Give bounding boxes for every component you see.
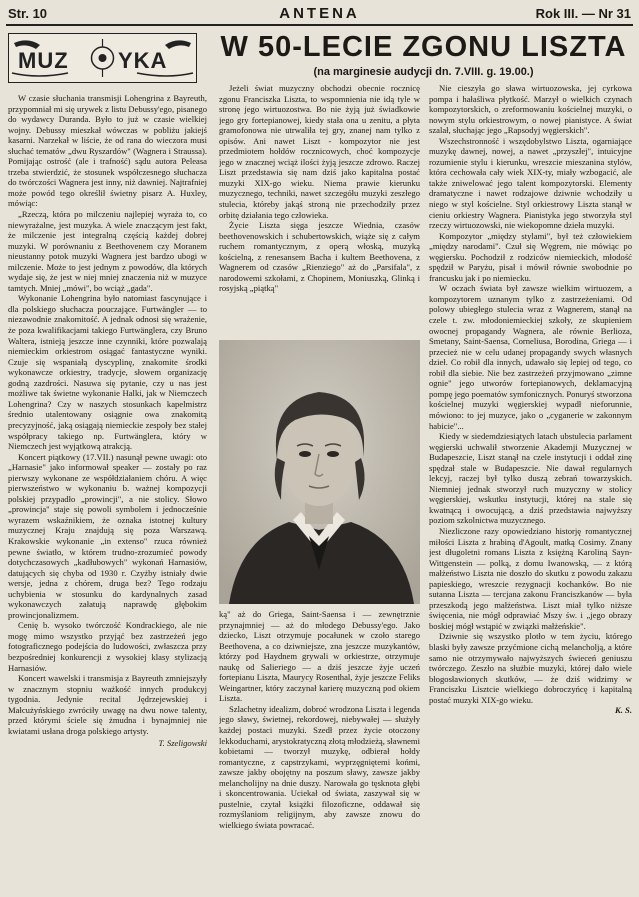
page-header (6, 4, 633, 24)
issue-number: Rok III. — Nr 31 (535, 6, 631, 21)
col1-paragraph: „Rzeczą, która po milczeniu najlepiej wyraża to, co niewyrażalne, jest muzyka. A wiele znaczącym jest fakt, że milczenie jest integralną częścią każdej dobrej muzyki. W porównaniu z Beethovenem czy Moranem nieustanny potok muzyki Wagnera jest bardzo ubogi w milczenie. Może to jest jednym z powodów, dla których wydaje się, że jest w niej mniej znaczenia niż w muzyce tamtych. Mniej „mówi", bo wciąż „gada". (8, 209, 207, 293)
col3-signature: K. S. (615, 705, 632, 716)
svg-text:MUZ: MUZ (18, 48, 69, 73)
col1-signature: T. Szeligowski (158, 738, 207, 749)
column-3 (429, 83, 632, 893)
column-2-bottom (219, 609, 420, 893)
col1-paragraph: W czasie słuchania transmisji Lohengrina z Bayreuth, przypomniał mi się urywek z listu Debussy'ego, pisanego do wydawcy Duranda. Było to już w czasie wielkiej wojny. Debussy mieszkał wówczas w pobliżu jakiejś kasarni. Narzekał w liście, że od rana do wieczora musi słuchać tematów „dwu Ryszardów" (Wagnera i Straussa). Pomijając ostrość (ale i trafność) sądu autora Peleasa trzeba stwierdzić, że stosunek współczesnego słuchacza do twórczości Wagnera jest inny, niż dawniej. Najtrafniej może powód tego określił świetny pisarz A. Huxley, mówiąc: (8, 93, 207, 209)
article-title: W 50-LECIE ZGONU LISZTA (220, 31, 627, 63)
col3-paragraph: W oczach świata był zawsze wielkim wirtuozem, a kompozytorem uznanym tylko z zastrzeżeniami. Od polowy ubiegłego stulecia wraz z Wagnerem, stanął na czele t. zw. młodoniemieckiej szkoły, ze skupieniem owocnej propagandy Wagnera, ale równie Berlioza, Smetany, Saint-Saensa, Corneliusa, Borodina, Griega — i przecież nie w celu udanej propagandy swych własnych dzieł. Co robił dla innych, udawało się lepiej od tego, co robił dla siebie. Nie bez zastrzeżeń przyjmowano „zimne ognie" jego utworów fortepianowych, deklamacyjną pompę jego poematów symfonicznych. Ponuryś stworzona kościelnej muzyki węgierskiej wypadł nieforunnie, mówiono: to jej muzyce, jako o „cyganerie w zakonnym habicie"... (429, 283, 632, 431)
column-1 (8, 93, 207, 887)
col1-paragraph: Cenię b. wysoko twórczość Kondrackiego, ale nie mogę mimo wszystko przyjąć bez zastrzeżeń jego fotograficznego podejścia do ludowości, zwłaszcza przy bezpośredniej konkurencji z wysokiej klasy stylizacją Harnasiów. (8, 620, 207, 673)
header-rule (6, 24, 633, 26)
col2-paragraph: Jeżeli świat muzyczny obchodzi obecnie rocznicę zgonu Franciszka Liszta, to wspomnienia nie idą tyle w stronę jego wirtuozostwa. Bo nie żyją już świadkowie jego gry fortepianowej, kiedy stała ona u zenitu, a płyta gramofonowa nie utrwaliła tej gry, znanej nam tylko z opisów. Ani nawet Liszt - kompozytor nie jest przedmiotem hołdów rocznicowych, choć kompozycje jego w znacznej wciąż ilości żyją jeszcze zdrowo. Raczej Liszt przedstawia się nam dziś jako kapitalna postać muzyki XIX-go wieku. Niema prawie kierunku muzycznego, techniki, nawet szczegółu muzyki zeszłego stulecia, któreby jakąś stroną nie przechodziły przez orbitę działania tego człowieka. (219, 83, 420, 220)
col1-paragraph: Wykonanie Lohengrina było natomiast fascynujące i dla polskiego słuchacza pouczające. Furtwängler — to niezawodnie znakomitość. A jednak odnosi się wrażenie, że poza kwalifikacjami takiego Furtwänglera, czy Bruno Waltera, istnieją jeszcze inne czynniki, które pozwalają niemieckim orkiestrom osiągać fantastyczne wyniki. Czuje się wspaniałą dyscyplinę, znakomite środki wykonawcze orkiestry, tradycje, słowem organizację godną zazdrości. Nasuwa się pytanie, czy u nas jest możliwe tak świetne wykonanie Halki, jak w Niemczech Lohengrina? Czy w naszych stosunkach kapelmistrz średnio utalentowany osiągnie owa znakomitą precyzyjność, jaką osiągają niemieckie zespoły bez stałej współpracy takiego np. Furtwänglera, który w Niemczech jest wyjątkową atrakcją. (8, 293, 207, 452)
col3-paragraph: Kompozytor „między stylami", był też człowiekiem „między narodami". Czuł się Węgrem, nie mówiąc po węgiersku. Pochodził z rodziców niemieckich, młodość spędził w Paryżu, pisał i mówił równie swobodnie po francusku jak i po niemiecku. (429, 230, 632, 283)
col3-paragraph: Wszechstronność i wszędobylstwo Liszta, ogarniające muzykę dawnej, nowej, a nawet „przyszłej", intuicyjne rozumienie stylu i kierunku, wreszcie mieszanina stylów, która cechowała cały wiek XIX-ty, miały wzbogacić, ale także zniwelować jego talent kompozytorski. Elementy dramatyczne i nawet rodzajowe dziwnie wchodziły u niego w styl kościelne. Styl orkiestrowy Liszta stanął w cieniu orkiestry Wagnera. Pianistyka jego stworzyła styl rzeczy wirtuozowski, nie wiekopomne dzieła muzyki. (429, 135, 632, 231)
col3-paragraph: Nie cieszyła go sława wirtuozowska, jej cyrkowa pompa i hałaśliwa płytkość. Marzył o wielkich czynach kompozytorskich, o zreformowaniu kościelnej muzyki, o nowym stylu orkiestrowym, o nowej pianistyce. A świat szalał, słuchając jego „Rapsodyj węgierskich". (429, 83, 632, 136)
col1-paragraph: Koncert wawelski i transmisja z Bayreuth zmniejszyły w znacznym stopniu ważkość innych produkcyj tygodnia. Jedynie recital Jędrzejewskiej i Małcużyńskiego zwróciły uwagę na dwu nowe talenty, przed którymi ściele się żmudna i bynajmniej nie kwiatami usłana droga polskiego artysty. (8, 673, 207, 736)
col2b-paragraph: ką" aż do Griega, Saint-Saensa i — zewnętrznie przynajmniej — aż do młodego Debussy'ego. Jako dziecko, Liszt otrzymuje pocałunek w czoło starego Beethovena, a co dziwniejsze, zna jeszcze muzykantów, którzy pod Haydnem grywali w orkiestrze, otrzymuje naukę od Salieriego — a dziś jeszcze żyje uczeń fortepianu Liszta, Maurycy Rosenthal, żyje jeszcze Feliks Weingartner, który zaczynał karierę muzyczną pod okiem Liszta. (219, 609, 420, 704)
col3-paragraph: Niezliczone razy opowiedziano historję romantycznej miłości Liszta z hrabiną d'Agoult, matką Cosimy. Znany jest długoletni romans Liszta z księżną Karoliną Sayn-Wittgenstein — polką, z domu Iwanowską, — z którą małżeństwo Liszta nie doszło do skutku z powodu zakazu papieskiego, wreszcie rezygnacji kochanków. Bo nie sutanna Liszta — tercjana zakonu Franciszkanów — była przeszkodą jego małżeństwa. Liszt miał tylko niższe święcenia, nie mógł odprawiać Mszy św. i „jego obrazy boskiej mógł wstąpić w związki małżeńskie". (429, 525, 632, 631)
col2-paragraph: Życie Liszta sięga jeszcze Wiednia, czasów beethovenowskich i schubertowskich, wiąże się z całym ruchem romantycznym, z operą włoską, muzyką kościelną, z renesansem Bacha i kultem Beethovena, z Wagnerem od czasów „Rienziego" aż do „Parsifala", z narodowemi szkołami, z Chopinem, Moniuszką, Glinką i rosyjską „piątką" (219, 220, 420, 294)
col1-paragraph: Koncert piątkowy (17.VII.) nasunął pewne uwagi: oto „Harnasie" jako informował speaker — zostały po raz pierwszy wykonane ze współdziałaniem chóru. A więc pierwszeństwo w wykonaniu b. ważnej kompozycji polskiej przypadło „prowincji", a nie stolicy. Słowo „prowincja" staje się powoli symbolem i jednocześnie wyrazem wskaźnikiem, że oznaka istotnej kultury muzycznej Kraju znajdują się poza Warszawą. Krakowskie wykonanie „in extenso" rzuca również pewne światło, w którem trudno-zrozumieć powody dotychczasowych „kadłubowych" wykonań Harnasiów, datujących się chyba od 1930 r. Czyżby istniały dwie wersje, jedna z chórem, druga bez? Tego rodzaju uchybienia w stosunku do kardynalnych zasad wykonawczych załatują naprawdę głębokim prowincjonalizmem. (8, 451, 207, 620)
col3-paragraph: Kiedy w siedemdziesiątych latach ubstulecia parlament węgierski uchwalił stworzenie Akademji Muzycznej w Budapeszcie, Liszt stanął na czele instytucji i oddał zinę spędzał stale w Budapeszcie. Nie dawał regularnych lekcyj, raczej był tylko duszą zebrań towarzyskich. Niemniej jednak stworzył ruch muzyczny w stolicy węgierskiej, wskutku instytucji, której na stale się kwatnącą i owocującą, a dziś przedstawia najwyższy poziom szkolnictwa muzycznego. (429, 431, 632, 526)
column-2-top (219, 83, 420, 333)
liszt-portrait-image (219, 340, 420, 604)
muzyka-section-logo (8, 33, 197, 83)
col2b-paragraph: Szlachetny idealizm, dobroć wrodzona Liszta i legenda jego sławy, świetnej, rekordowej, niebywałej — służyły każdej postaci muzyki. Szedł przez życie otoczony lekkoduchami, arystokratyczną złotą młodzieżą, sławnemi kobietami — tworzył muzykę, odbierał hołdy romantyczne, z capstrzykami, wyprzęgniętemi końmi, zawsze jakby obojętny na poszum sławy, zawsze jakby melancholijny na dnie duszy. Narowała go tęsknota głębi i skoncentrowania. Uciekał od świata, zaszywał się w pustelnie, czytał książki filozoficzne, oddawał się rozmyślaniom religijnym, aby zawsze znowu do wielkiego świata powracać. (219, 703, 420, 830)
page-number: Str. 10 (8, 6, 48, 21)
svg-text:YKA: YKA (118, 48, 168, 73)
col3-paragraph: Dziwnie się wszystko plotło w tem życiu, którego blaski były zawsze przyćmione cichą melancholją, a które samo nie otrzymywało najwyższych świeceń geniuszu twórczego. Zeszło na służbie muzyki, której dało wiele błogosławionych skutków, — że dziś widzimy w Franciszku Lisztcie wielkiego dobroczyńcę i kapitalną postać muzyki XIX-go wieku. (429, 631, 632, 705)
article-subtitle: (na marginesie audycji dn. 7.VIII. g. 19.00.) (313, 66, 534, 78)
magazine-name: ANTENA (279, 5, 360, 22)
